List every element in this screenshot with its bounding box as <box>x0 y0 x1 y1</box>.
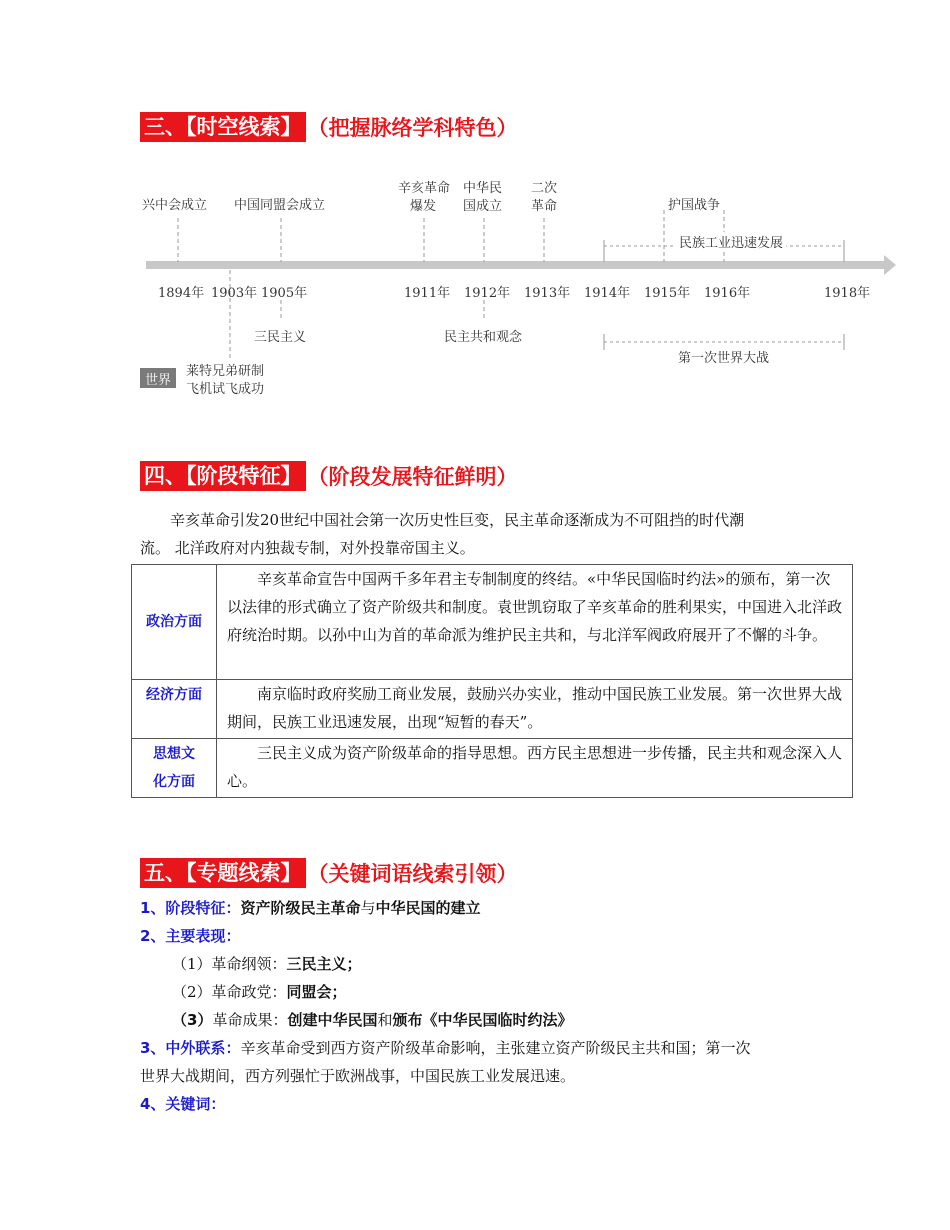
table-row <box>132 565 853 680</box>
sub-3-a: 创建中华民国 <box>287 1011 378 1029</box>
section-4-heading <box>140 460 518 492</box>
year-1912: 1912年 <box>464 286 511 301</box>
event-xinhai-1: 辛亥革命 <box>398 181 451 196</box>
sub-3-mid: 革命成果： <box>212 1011 288 1029</box>
event-huguo-war: 护国战争 <box>668 198 721 213</box>
timeline-figure <box>140 170 900 410</box>
sub-3-c: 颁布《中华民国临时约法》 <box>392 1011 573 1029</box>
intro-line-1: 辛亥革命引发20世纪中国社会第一次历史性巨变，民主革命逐渐成为不可阻挡的时代潮 <box>170 511 745 529</box>
clue-2-label: 2、主要表现： <box>140 927 241 945</box>
sub-1-label: （1）革命纲领： <box>172 955 287 973</box>
event-wwi: 第一次世界大战 <box>678 351 770 366</box>
world-event-line1: 莱特兄弟研制 <box>186 364 265 379</box>
section-4-subtitle: （阶段发展特征鲜明） <box>307 465 518 489</box>
year-1915: 1915年 <box>644 286 691 301</box>
clue-3-cont: 世界大战期间，西方列强忙于欧洲战事，中国民族工业发展迅速。 <box>140 1067 576 1085</box>
clue-1-c: 中华民国的建立 <box>375 899 481 917</box>
event-roc-2: 国成立 <box>463 199 503 214</box>
intro-line-2: 流。 北洋政府对内独裁专制，对外投靠帝国主义。 <box>140 539 475 557</box>
timeline-axis <box>146 261 884 269</box>
sub-1-value: 三民主义； <box>286 955 362 973</box>
sub-2-label: （2）革命政党： <box>172 983 287 1001</box>
section-5-title: 五、【专题线索】 <box>140 858 306 888</box>
clue-3-label: 3、中外联系： <box>140 1039 241 1057</box>
timeline-arrowhead <box>884 255 896 275</box>
content-economy <box>217 680 853 739</box>
content-culture <box>217 739 853 798</box>
year-1894: 1894年 <box>158 286 205 301</box>
sub-3-label: （3） <box>172 1011 213 1029</box>
section-4-title: 四、【阶段特征】 <box>140 461 306 491</box>
aspect-politics: 政治方面 <box>132 565 217 680</box>
table-row <box>132 680 853 739</box>
clue-2 <box>140 922 240 950</box>
section-5-heading <box>140 857 518 889</box>
clue-4-label: 4、关键词： <box>140 1095 226 1113</box>
year-1918: 1918年 <box>824 286 871 301</box>
aspect-culture-line1: 思想文 <box>153 746 195 762</box>
section-3-title: 三、【时空线索】 <box>140 112 306 142</box>
clue-3-text-1: 辛亥革命受到西方资产阶级革命影响，主张建立资产阶级民主共和国；第一次 <box>240 1039 751 1057</box>
clue-2-sub-2 <box>172 978 347 1006</box>
section-3-subtitle: （把握脉络学科特色） <box>307 116 518 140</box>
section-3-heading <box>140 111 518 143</box>
sub-3-b: 和 <box>377 1011 393 1029</box>
event-xinhai-2: 爆发 <box>410 199 437 214</box>
clue-1-b: 与 <box>360 899 376 917</box>
clue-2-sub-1 <box>172 950 362 978</box>
clue-1 <box>140 894 481 922</box>
event-xingzhonghui: 兴中会成立 <box>142 198 208 213</box>
content-economy-text: 南京临时政府奖励工商业发展，鼓励兴办实业，推动中国民族工业发展。第一次世界大战期间，民族工业迅速发展，出现“短暂的春天”。 <box>227 685 843 731</box>
section-5-subtitle: （关键词语线索引领） <box>307 862 518 886</box>
clue-1-label: 1、阶段特征： <box>140 899 241 917</box>
aspect-culture <box>132 739 217 798</box>
clue-3 <box>140 1034 750 1062</box>
clue-2-sub-3 <box>172 1006 573 1034</box>
content-politics-text: 辛亥革命宣告中国两千多年君主专制制度的终结。«中华民国临时约法»的颁布，第一次以法律的形式确立了资产阶级共和制度。袁世凯窃取了辛亥革命的胜利果实，中国进入北洋政府统治时期。以孙中山为首的革命派为维护民主共和，与北洋军阀政府展开了不懈的斗争。 <box>227 570 843 644</box>
year-1911: 1911年 <box>404 286 451 301</box>
year-1913: 1913年 <box>524 286 571 301</box>
event-democracy-idea: 民主共和观念 <box>444 330 523 345</box>
world-badge: 世界 <box>144 373 171 388</box>
event-second-rev-1: 二次 <box>531 181 558 196</box>
content-culture-text: 三民主义成为资产阶级革命的指导思想。西方民主思想进一步传播，民主共和观念深入人心。 <box>227 744 843 790</box>
features-table <box>131 564 853 798</box>
sub-2-value: 同盟会； <box>286 983 347 1001</box>
aspect-culture-line2: 化方面 <box>153 774 195 790</box>
aspect-economy: 经济方面 <box>132 680 217 739</box>
content-politics <box>217 565 853 680</box>
clue-1-a: 资产阶级民主革命 <box>240 899 361 917</box>
event-second-rev-2: 革命 <box>531 199 558 214</box>
clue-4 <box>140 1090 225 1118</box>
event-roc-1: 中华民 <box>463 181 503 196</box>
year-1905: 1905年 <box>261 286 308 301</box>
event-tongmenghui: 中国同盟会成立 <box>234 198 326 213</box>
year-1914: 1914年 <box>584 286 631 301</box>
event-industry: 民族工业迅速发展 <box>676 232 786 251</box>
table-row <box>132 739 853 798</box>
year-1903: 1903年 <box>211 286 258 301</box>
year-1916: 1916年 <box>704 286 751 301</box>
event-sanmin: 三民主义 <box>254 330 307 345</box>
world-event-line2: 飞机试飞成功 <box>186 382 265 397</box>
